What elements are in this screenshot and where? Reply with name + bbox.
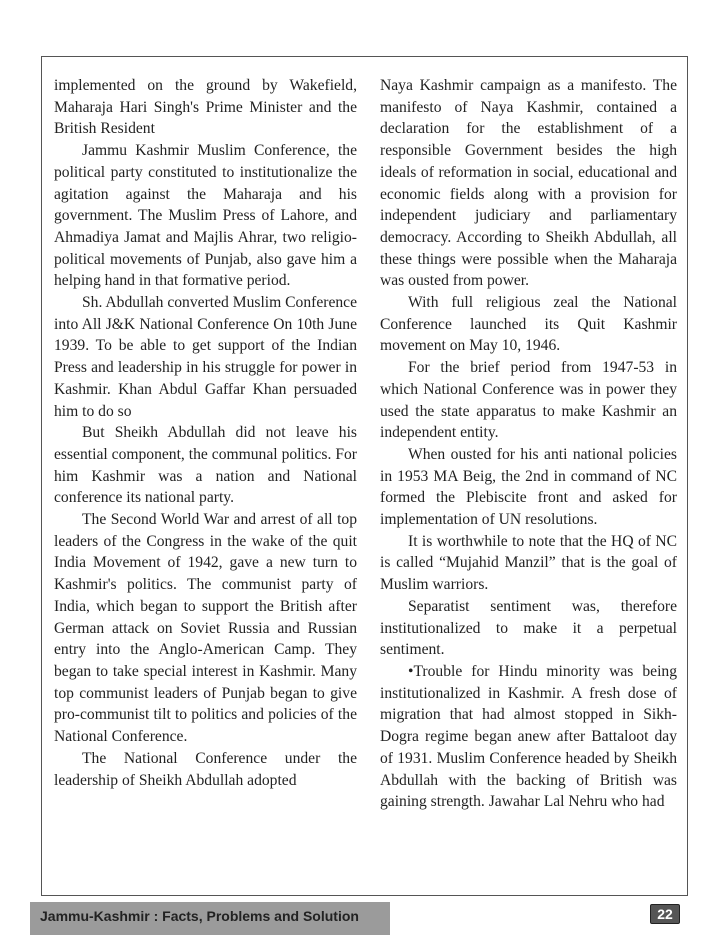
paragraph: But Sheikh Abdullah did not leave his essential component, the communal politics. For him Kashmir was a nation and National conference its national party.: [54, 424, 357, 507]
paragraph: Jammu Kashmir Muslim Conference, the political party constituted to institutionalize the agitation against the Maharaja and his government. The Muslim Press of Lahore, and Ahmadiya Jamat and Majlis Ahrar, two religio-political movements of Punjab, also gave him a helping hand in that formative period.: [54, 142, 357, 290]
paragraph: implemented on the ground by Wakefield, Maharaja Hari Singh's Prime Minister and the British Resident: [54, 77, 357, 138]
paragraph: The National Conference under the leadership of Sheikh Abdullah adopted: [54, 749, 357, 789]
paragraph: It is worthwhile to note that the HQ of NC is called “Mujahid Manzil” that is the goal of Muslim warriors.: [380, 532, 677, 594]
paragraph: With full religious zeal the National Conference launched its Quit Kashmir movement on May 10, 1946.: [380, 294, 677, 355]
paragraph: Sh. Abdullah converted Muslim Conference into All J&K National Conference On 10th June 1939. To be able to get support of the Indian Press and leadership in his struggle for power in Kashmir. Khan Abdul Gaffar Khan persuaded him to do so: [54, 294, 357, 420]
right-column: [380, 75, 677, 813]
paragraph: For the brief period from 1947-53 in which National Conference was in power they used the state apparatus to make Kashmir an independent entity.: [380, 359, 677, 442]
page-number: 22: [650, 904, 680, 924]
paragraph: •Trouble for Hindu minority was being institutionalized in Kashmir. A fresh dose of migration that had almost stopped in Sikh-Dogra regime began anew after Battaloot day of 1931. Muslim Conference headed by Sheikh Abdullah with the backing of British was gaining strength. Jawahar Lal Nehru who had: [380, 662, 677, 811]
left-column: [54, 75, 357, 791]
paragraph: Separatist sentiment was, therefore institutionalized to make it a perpetual sentiment.: [380, 597, 677, 659]
paragraph: When ousted for his anti national policies in 1953 MA Beig, the 2nd in command of NC formed the Plebiscite front and asked for implementation of UN resolutions.: [380, 445, 677, 529]
paragraph: Naya Kashmir campaign as a manifesto. The manifesto of Naya Kashmir, contained a declaration for the establishment of a responsible Government besides the high ideals of reformation in social, educational and economic fields along with a provision for independent judiciary and parliamentary democracy. According to Sheikh Abdullah, all these things were possible when the Maharaja was ousted from power.: [380, 77, 677, 290]
paragraph: The Second World War and arrest of all top leaders of the Congress in the wake of the quit India Movement of 1942, gave a new turn to Kashmir's politics. The communist party of India, which began to support the British after German attack on Soviet Russia and Russian entry into the Anglo-American Camp. They began to take special interest in Kashmir. Many top communist leaders of Punjab began to give pro-communist tilt to politics and policies of the National Conference.: [54, 511, 357, 746]
footer-title: Jammu-Kashmir : Facts, Problems and Solution: [40, 908, 359, 924]
